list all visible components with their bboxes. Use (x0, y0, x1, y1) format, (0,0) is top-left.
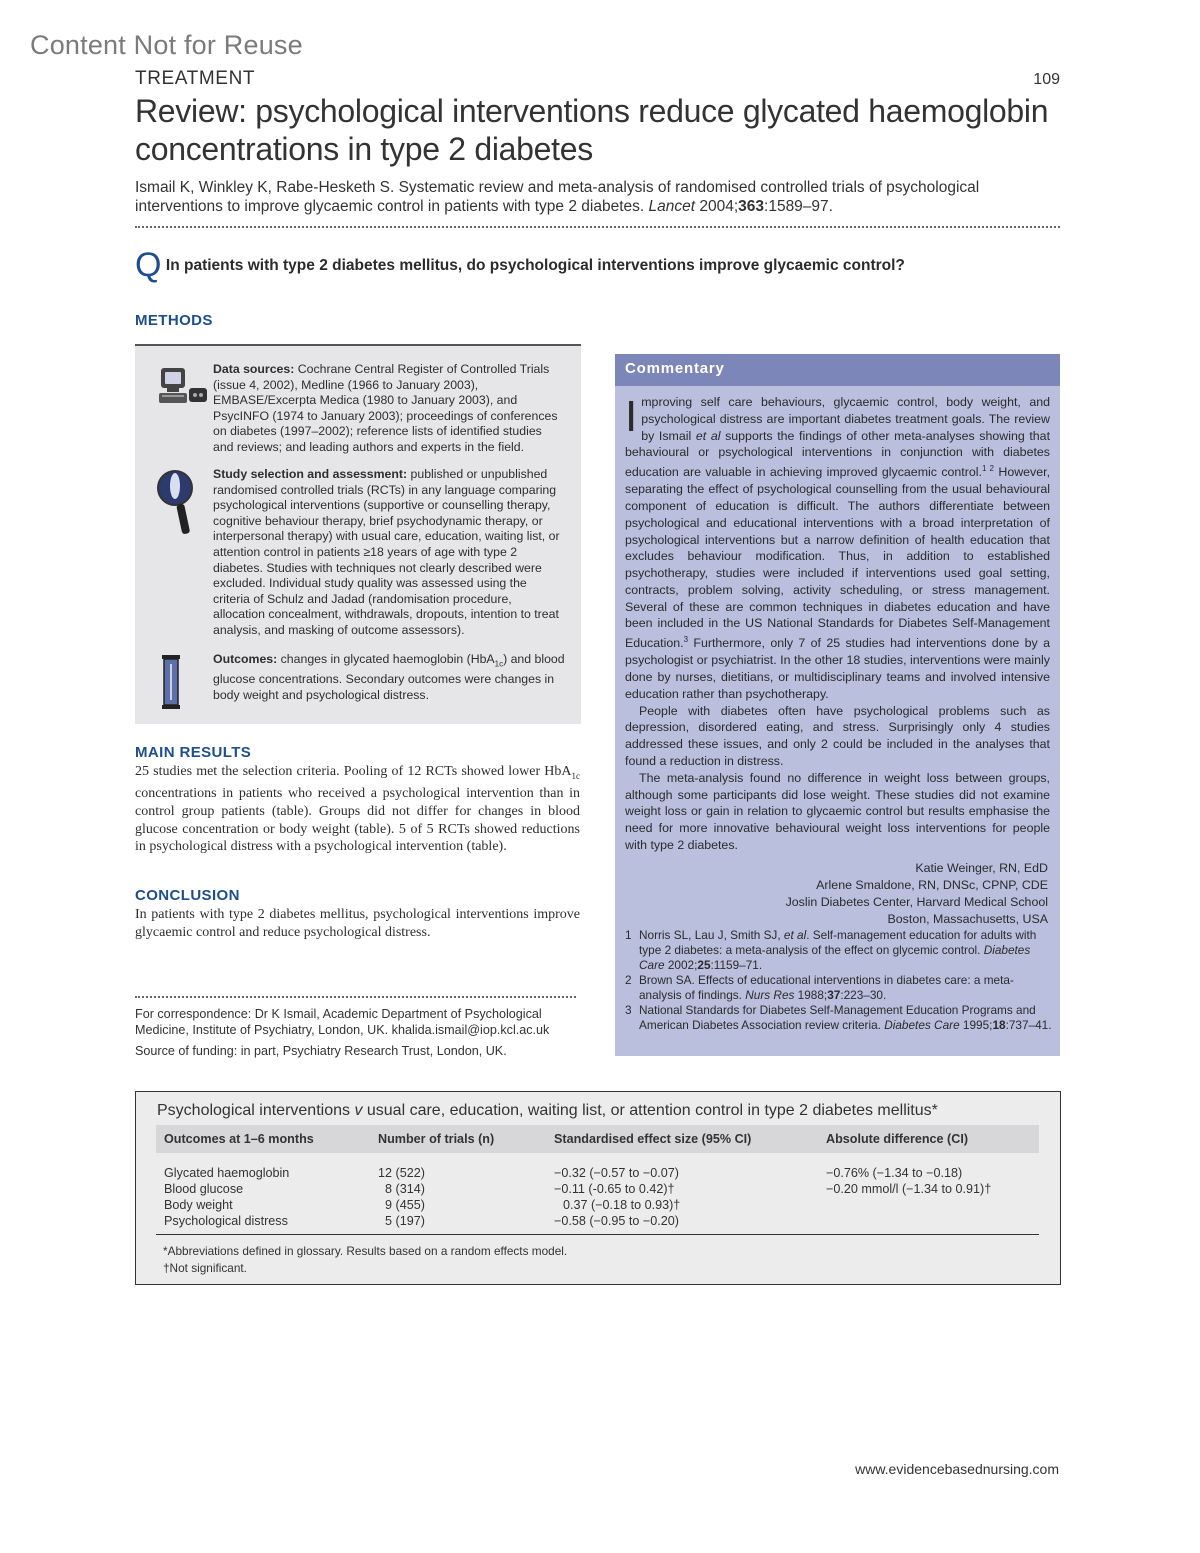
main-results-text-1: 25 studies met the selection criteria. Pooling of 12 RCTs showed lower HbA (135, 764, 572, 779)
table-row (156, 1198, 1039, 1214)
commentary-p1-sup: 1 2 (981, 464, 995, 474)
ref-etal: et al (783, 928, 807, 942)
methods-box (135, 344, 581, 724)
table-header-cell: Standardised effect size (95% CI) (554, 1132, 752, 1146)
funding: Source of funding: in part, Psychiatry Research Trust, London, UK. (135, 1044, 507, 1058)
reference-item (625, 973, 1055, 1003)
table-cell: Body weight (164, 1198, 233, 1212)
table-header-row (156, 1125, 1039, 1153)
ref-part: 1988; (794, 988, 828, 1002)
results-table (135, 1091, 1061, 1285)
citation-journal: Lancet (648, 198, 696, 215)
ref-part: Norris SL, Lau J, Smith SJ, (639, 928, 784, 942)
correspondence: For correspondence: Dr K Ismail, Academic Department of Psychological Medicine, Institute of Psychiatry, London, UK. khalida.ismail@iop.kcl.ac.uk (135, 1007, 550, 1037)
table-header-cell: Outcomes at 1–6 months (164, 1132, 314, 1146)
title-divider (135, 226, 1060, 228)
commentary-signature (786, 860, 1048, 928)
conclusion-heading: CONCLUSION (135, 887, 240, 904)
commentary-p1-etal: et al (695, 428, 721, 443)
outcomes (213, 652, 565, 703)
section-label: TREATMENT (135, 68, 256, 89)
dropcap: I (625, 392, 638, 441)
table-cell: 12 (522) (378, 1166, 425, 1180)
measurement-tube-icon (161, 654, 181, 710)
study-selection-text: published or unpublished randomised controlled trials (RCTs) in any language comparing psychological interventions (supportive or counselling therapy, cognitive behaviour therapy, brief psychodynamic therapy, or interpersonal therapy) with usual care, education, waiting list, or attention control in patients ≥18 years of age with type 2 diabetes. Studies with techniques not clearly described were excluded. Individual study quality was assessed using the criteria of Schulz and Jadad (randomisation procedure, allocation concealment, withdrawals, dropouts, intention to treat analysis, and masking of outcome assessors). (213, 467, 560, 637)
data-sources (213, 362, 565, 456)
table-header-cell: Number of trials (n) (378, 1132, 495, 1146)
signature-line: Arlene Smaldone, RN, DNSc, CPNP, CDE (816, 878, 1048, 892)
table-cell: −0.58 (−0.95 to −0.20) (554, 1214, 679, 1228)
citation (135, 178, 1060, 216)
ref-part: 2002; (664, 958, 698, 972)
main-results-heading: MAIN RESULTS (135, 744, 252, 761)
ref-part: :1159–71. (710, 958, 763, 972)
data-sources-text: Cochrane Central Register of Controlled Trials (issue 4, 2002), Medline (1966 to January 2003), EMBASE/Excerpta Medica (1980 to January 2003), and PsycINFO (1974 to January 2003); proceedings of conferences on diabetes (1997–2002); reference lists of identified studies and reviews; and leading authors and experts in the field. (213, 362, 558, 454)
reference-item (625, 928, 1055, 973)
commentary-p1-sup2: 3 (683, 635, 689, 645)
citation-volume: 363 (738, 198, 765, 215)
ref-part: . Self-management education for adults with type 2 diabetes: a meta-analysis of the effect on glycemic control. (639, 928, 1037, 957)
table-cell: 0.37 (−0.18 to 0.93)† (563, 1198, 681, 1212)
commentary-p1-c: However, separating the effect of psychological counselling from the usual behavioural component of education is difficult. The authors differentiate between psychological and educational interventions with a broad interpretation of psychological interventions but a narrow definition of health education that excludes behaviour modification. Thus, in addition to established psychotherapy, studies were included if interventions used goal setting, contracts, problem solving, activity scheduling, or stress management. Several of these are common techniques in diabetes education and have been included in the US National Standards for Diabetes Self-Management Education. (625, 465, 1051, 651)
ref-journal: Diabetes Care (639, 943, 1031, 972)
commentary-p1-d: Furthermore, only 7 of 25 studies had interventions done by a psychologist or psychiatrist. In the other 18 studies, interventions were mainly done by nurses, dietitians, or multidisciplinary teams and involved intensive education rather than psychotherapy. (625, 636, 1050, 701)
table-cell: Glycated haemoglobin (164, 1166, 290, 1180)
commentary-heading: Commentary (625, 360, 725, 377)
ref-journal: Diabetes Care (884, 1018, 960, 1032)
table-cell: −0.32 (−0.57 to −0.07) (554, 1166, 679, 1180)
commentary-p1-b: supports the findings of other meta-analyses showing that behavioural or psychological interventions in conjunction with diabetes education are valuable in achieving improved glycaemic control. (625, 428, 1051, 480)
table-cell: 8 (314) (385, 1182, 425, 1196)
ref-part: National Standards for Diabetes Self-Management Education Programs and American Diabetes Association review criteria. (639, 1003, 1036, 1032)
table-bottom-rule (156, 1234, 1039, 1235)
table-cell: −0.76% (−1.34 to −0.18) (826, 1166, 963, 1180)
commentary-paragraph-2: People with diabetes often have psychological problems such as depression, disordered eating, and stress. Surprisingly only 4 studies addressed these issues, and only 2 could be included in the analyses that found a reduction in distress. (625, 703, 1050, 768)
outcomes-text-1: changes in glycated haemoglobin (HbA (277, 652, 495, 666)
reference-item (625, 1003, 1055, 1033)
table-title-part: Psychological interventions (157, 1102, 355, 1119)
page-number: 109 (1033, 71, 1060, 88)
footer-url: www.evidencebasednursing.com (855, 1461, 1059, 1477)
table-row (156, 1214, 1039, 1230)
table-cell: −0.20 mmol/l (−1.34 to 0.91)† (826, 1182, 992, 1196)
signature-line: Katie Weinger, RN, EdD (915, 861, 1048, 875)
commentary-box (615, 354, 1060, 1056)
table-cell: −0.11 (-0.65 to 0.42)† (554, 1182, 675, 1196)
table-cell: 9 (455) (385, 1198, 425, 1212)
outcomes-label: Outcomes: (213, 652, 278, 666)
study-selection-label: Study selection and assessment: (213, 467, 408, 481)
computer-icon (157, 366, 211, 408)
commentary-paragraph-3: The meta-analysis found no difference in weight loss between groups, although some participants did lose weight. These studies did not examine weight loss or gain in relation to glycaemic control but results emphasise the need for more innovative behavioural weight loss interventions for people with type 2 diabetes. (625, 770, 1050, 852)
reference-number: 3 (625, 1003, 632, 1017)
table-footnote: †Not significant. (163, 1261, 247, 1275)
ref-volume: 18 (992, 1018, 1006, 1032)
table-header-cell: Absolute difference (CI) (826, 1132, 969, 1146)
main-results-subscript: 1c (571, 770, 580, 781)
reference-text (639, 973, 1055, 1003)
methods-heading: METHODS (135, 312, 213, 329)
ref-journal: Nurs Res (745, 988, 795, 1002)
commentary-text (625, 394, 1050, 854)
table-cell: 5 (197) (385, 1214, 425, 1228)
watermark: Content Not for Reuse (30, 30, 303, 60)
main-results-text (135, 763, 580, 856)
question-text: In patients with type 2 diabetes mellitus, do psychological interventions improve glycaemic control? (165, 257, 905, 274)
commentary-p1-a: mproving self care behaviours, glycaemic control, body weight, and psychological distress are important diabetes treatment goals. The review by Ismail (641, 395, 1050, 443)
table-title-part: usual care, education, waiting list, or attention control in type 2 diabetes mellitus* (362, 1102, 938, 1119)
data-sources-label: Data sources: (213, 362, 295, 376)
study-selection (213, 467, 565, 639)
ref-volume: 25 (697, 958, 711, 972)
ref-part: :223–30. (840, 988, 887, 1002)
clinical-question (135, 246, 1060, 285)
commentary-paragraph-1 (625, 394, 1050, 703)
table-row (156, 1182, 1039, 1198)
commentary-header (615, 354, 1060, 386)
citation-year: 2004; (695, 198, 739, 215)
reference-number: 2 (625, 973, 632, 987)
table-row (156, 1166, 1039, 1182)
main-results-text-2: concentrations in patients who received a psychological intervention than in control group patients (table). Groups did not differ for changes in blood glucose concentration or body weight (table). 5 of 5 RCTs showed reductions in psychological distress with a psychological intervention (table). (135, 786, 580, 855)
magnifier-icon (155, 468, 199, 536)
reference-number: 1 (625, 928, 632, 942)
table-footnote: *Abbreviations defined in glossary. Results based on a random effects model. (163, 1244, 568, 1258)
table-title (157, 1102, 938, 1120)
ref-volume: 37 (827, 988, 841, 1002)
table-cell: Blood glucose (164, 1182, 244, 1196)
outcomes-subscript: 1c (494, 659, 504, 669)
reference-text (639, 928, 1055, 973)
outcomes-text-2: ) and blood glucose concentrations. Secondary outcomes were changes in body weight and psychological distress. (213, 652, 565, 702)
citation-authors: Ismail K, Winkley K, Rabe-Hesketh S. Systematic review and meta-analysis of randomised controlled trials of psychological interventions to improve glycaemic control in patients with type 2 diabetes. (135, 179, 980, 215)
signature-line: Boston, Massachusetts, USA (887, 912, 1048, 926)
correspondence-divider (135, 996, 576, 998)
signature-line: Joslin Diabetes Center, Harvard Medical School (785, 895, 1048, 909)
ref-part: Brown SA. Effects of educational interventions in diabetes care: a meta-analysis of findings. (639, 973, 1014, 1002)
table-title-versus: v (354, 1102, 363, 1119)
citation-pages: :1589–97. (764, 198, 833, 215)
question-letter: Q (135, 246, 162, 284)
reference-text (639, 1003, 1055, 1033)
article-title: Review: psychological interventions reduce glycated haemoglobin concentrations in type 2 diabetes (135, 93, 1049, 167)
references (625, 928, 1055, 1033)
ref-part: 1995; (959, 1018, 993, 1032)
conclusion-text: In patients with type 2 diabetes mellitus, psychological interventions improve glycaemic control and reduce psychological distress. (135, 907, 580, 940)
ref-part: :737–41. (1005, 1018, 1052, 1032)
table-cell: Psychological distress (164, 1214, 288, 1228)
